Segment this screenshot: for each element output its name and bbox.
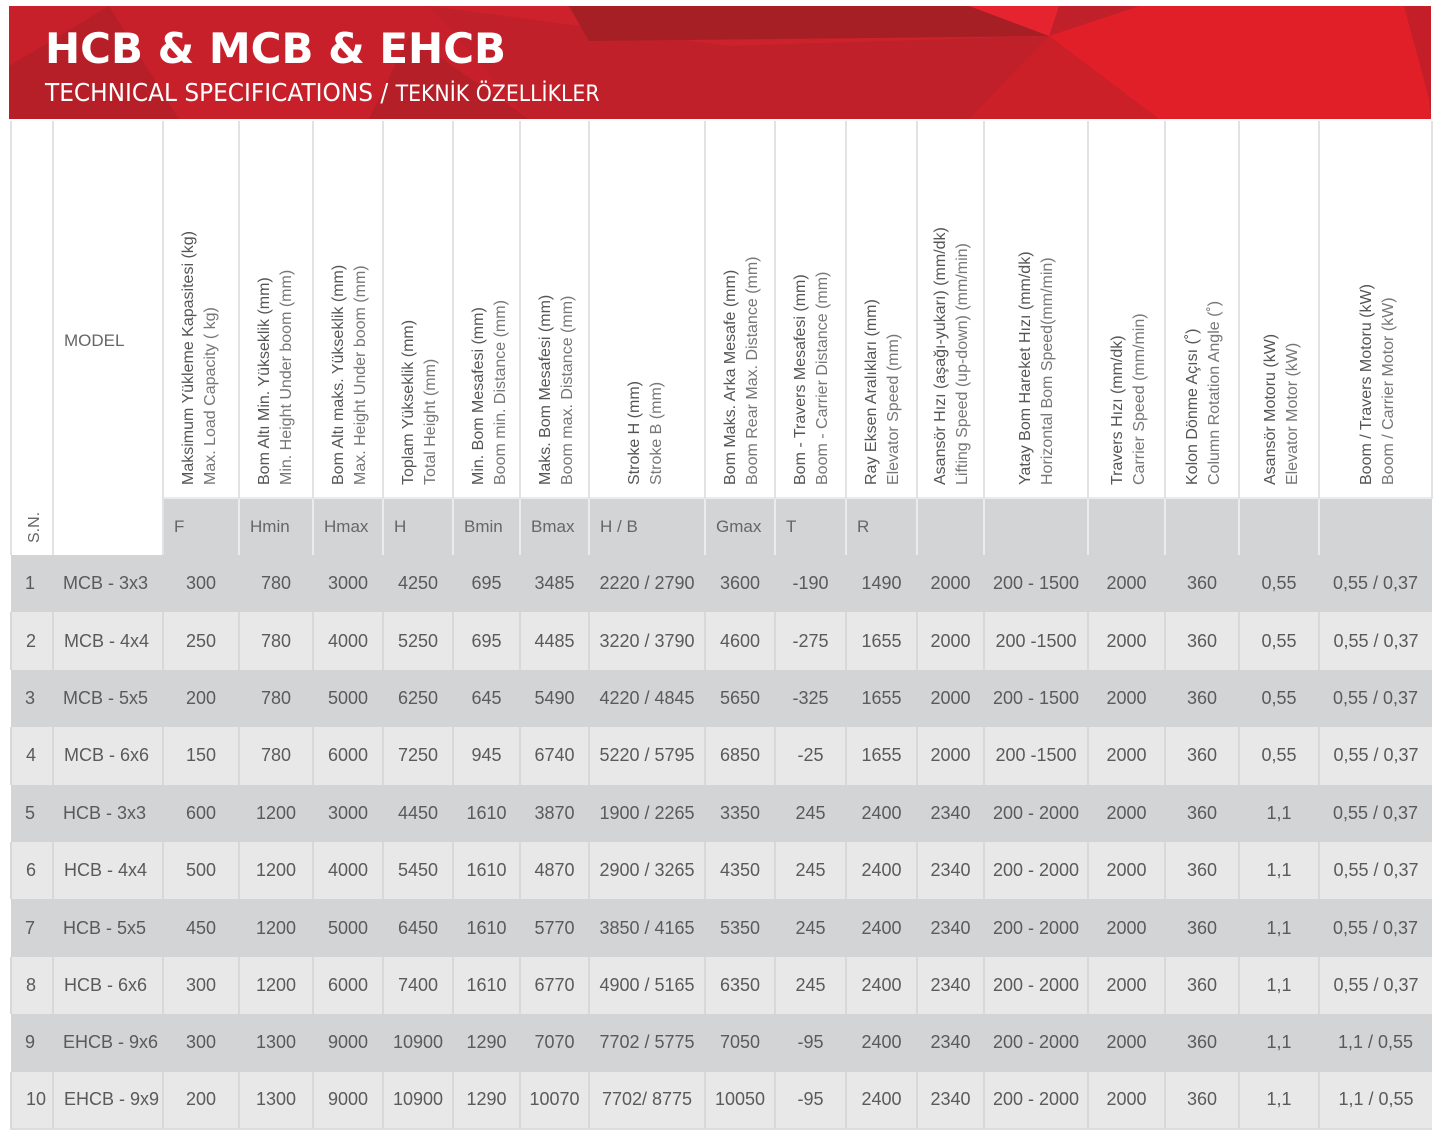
table-row bbox=[11, 612, 1432, 669]
row-value: 0,55 / 0,37 bbox=[1319, 957, 1432, 1014]
row-value: -95 bbox=[775, 1072, 846, 1129]
title-banner bbox=[9, 6, 1431, 119]
row-value: 0,55 / 0,37 bbox=[1319, 899, 1432, 956]
row-value: 4600 bbox=[705, 612, 775, 669]
model-header bbox=[53, 121, 163, 555]
row-model: HCB - 5x5 bbox=[53, 899, 163, 956]
row-value: 9000 bbox=[313, 1072, 383, 1129]
row-value: 360 bbox=[1165, 612, 1239, 669]
row-value: 4870 bbox=[520, 842, 589, 899]
row-value: 2000 bbox=[1088, 842, 1165, 899]
row-value: 2000 bbox=[1088, 899, 1165, 956]
row-value: 0,55 bbox=[1239, 555, 1319, 612]
row-value: 1200 bbox=[239, 842, 313, 899]
row-value: 200 - 2000 bbox=[984, 1072, 1088, 1129]
row-value: 0,55 / 0,37 bbox=[1319, 727, 1432, 784]
row-value: 360 bbox=[1165, 785, 1239, 842]
row-value: 2000 bbox=[1088, 1072, 1165, 1129]
row-model: HCB - 4x4 bbox=[53, 842, 163, 899]
row-value: 7702/ 8775 bbox=[589, 1072, 705, 1129]
row-value: 5250 bbox=[383, 612, 453, 669]
row-value: 300 bbox=[163, 957, 239, 1014]
row-value: 1200 bbox=[239, 785, 313, 842]
row-value: 780 bbox=[239, 670, 313, 727]
row-value: 3600 bbox=[705, 555, 775, 612]
row-value: 4485 bbox=[520, 612, 589, 669]
symbol-cell bbox=[984, 498, 1088, 555]
table-row bbox=[11, 727, 1432, 784]
row-value: -190 bbox=[775, 555, 846, 612]
model-label: MODEL bbox=[64, 331, 125, 350]
row-value: 1655 bbox=[846, 670, 917, 727]
row-value: 1900 / 2265 bbox=[589, 785, 705, 842]
row-value: 645 bbox=[453, 670, 520, 727]
row-model: HCB - 3x3 bbox=[53, 785, 163, 842]
row-value: 780 bbox=[239, 555, 313, 612]
header-row-symbols bbox=[11, 498, 1432, 555]
row-model: EHCB - 9x6 bbox=[53, 1014, 163, 1071]
row-value: 360 bbox=[1165, 899, 1239, 956]
row-value: 5350 bbox=[705, 899, 775, 956]
column-header-elevator-motor: Asansör Motoru (kW) Elevator Motor (kW) bbox=[1239, 121, 1319, 498]
row-value: 200 - 1500 bbox=[984, 555, 1088, 612]
row-value: 2000 bbox=[1088, 670, 1165, 727]
page-title: HCB & MCB & EHCB bbox=[45, 24, 507, 73]
row-value: 6350 bbox=[705, 957, 775, 1014]
row-value: 1300 bbox=[239, 1014, 313, 1071]
row-value: 2000 bbox=[917, 727, 984, 784]
symbol-cell: Bmin bbox=[453, 498, 520, 555]
row-value: 245 bbox=[775, 957, 846, 1014]
row-value: 5000 bbox=[313, 670, 383, 727]
row-value: 2000 bbox=[1088, 727, 1165, 784]
row-model: EHCB - 9x9 bbox=[53, 1072, 163, 1129]
row-value: 200 -1500 bbox=[984, 612, 1088, 669]
row-value: 3000 bbox=[313, 785, 383, 842]
row-value: 6450 bbox=[383, 899, 453, 956]
row-value: 0,55 / 0,37 bbox=[1319, 785, 1432, 842]
row-model: MCB - 3x3 bbox=[53, 555, 163, 612]
row-value: 200 - 2000 bbox=[984, 842, 1088, 899]
row-value: 1655 bbox=[846, 727, 917, 784]
symbol-cell bbox=[1319, 498, 1432, 555]
row-value: 360 bbox=[1165, 842, 1239, 899]
row-value: 360 bbox=[1165, 670, 1239, 727]
row-value: 945 bbox=[453, 727, 520, 784]
row-value: 10900 bbox=[383, 1072, 453, 1129]
column-header-rotation-angle: Kolon Dönme Açısı (˚) Column Rotation Angle (˚) bbox=[1165, 121, 1239, 498]
row-value: 2900 / 3265 bbox=[589, 842, 705, 899]
row-serial-number: 8 bbox=[11, 957, 53, 1014]
row-value: 360 bbox=[1165, 957, 1239, 1014]
table-row bbox=[11, 1072, 1432, 1129]
column-header-bmin: Min. Bom Mesafesi (mm) Boom min. Distance (mm) bbox=[453, 121, 520, 498]
row-value: 2000 bbox=[917, 670, 984, 727]
subtitle-turkish: TEKNİK ÖZELLİKLER bbox=[395, 82, 600, 107]
row-value: 0,55 bbox=[1239, 670, 1319, 727]
row-value: 200 - 2000 bbox=[984, 957, 1088, 1014]
row-value: 4220 / 4845 bbox=[589, 670, 705, 727]
row-value: 1610 bbox=[453, 899, 520, 956]
row-value: 150 bbox=[163, 727, 239, 784]
row-value: 1490 bbox=[846, 555, 917, 612]
symbol-cell: Bmax bbox=[520, 498, 589, 555]
row-value: 1,1 / 0,55 bbox=[1319, 1014, 1432, 1071]
row-value: 0,55 bbox=[1239, 727, 1319, 784]
row-value: 1300 bbox=[239, 1072, 313, 1129]
sn-label: S.N. bbox=[26, 511, 43, 543]
row-value: 1290 bbox=[453, 1014, 520, 1071]
row-value: 1290 bbox=[453, 1072, 520, 1129]
row-value: 5000 bbox=[313, 899, 383, 956]
symbol-cell: T bbox=[775, 498, 846, 555]
row-serial-number: 1 bbox=[11, 555, 53, 612]
row-value: 4000 bbox=[313, 612, 383, 669]
row-serial-number: 2 bbox=[11, 612, 53, 669]
row-serial-number: 3 bbox=[11, 670, 53, 727]
row-value: 6250 bbox=[383, 670, 453, 727]
row-serial-number: 9 bbox=[11, 1014, 53, 1071]
column-header-gmax: Bom Maks. Arka Mesafe (mm) Boom Rear Max. Distance (mm) bbox=[705, 121, 775, 498]
row-value: 1610 bbox=[453, 785, 520, 842]
row-value: 2400 bbox=[846, 899, 917, 956]
row-value: 4250 bbox=[383, 555, 453, 612]
row-value: 1610 bbox=[453, 957, 520, 1014]
row-value: 500 bbox=[163, 842, 239, 899]
row-value: 3000 bbox=[313, 555, 383, 612]
row-value: 7400 bbox=[383, 957, 453, 1014]
column-header-horizontal-speed: Yatay Bom Hareket Hızı (mm/dk) Horizontal Bom Speed(mm/min) bbox=[984, 121, 1088, 498]
row-value: 10900 bbox=[383, 1014, 453, 1071]
table-row bbox=[11, 1014, 1432, 1071]
row-value: 2400 bbox=[846, 1014, 917, 1071]
row-value: 200 bbox=[163, 670, 239, 727]
column-header-boom-carrier: Bom - Travers Mesafesi (mm) Boom - Carrier Distance (mm) bbox=[775, 121, 846, 498]
row-value: 360 bbox=[1165, 555, 1239, 612]
column-header-hmax: Bom Altı maks. Yükseklik (mm) Max. Height Under boom (mm) bbox=[313, 121, 383, 498]
row-value: 2000 bbox=[1088, 957, 1165, 1014]
row-value: 2220 / 2790 bbox=[589, 555, 705, 612]
symbol-cell bbox=[1239, 498, 1319, 555]
row-value: 3220 / 3790 bbox=[589, 612, 705, 669]
row-value: 6000 bbox=[313, 957, 383, 1014]
column-header-lifting-speed: Asansör Hızı (aşağı-yukarı) (mm/dk) Lifting Speed (up-down) (mm/min) bbox=[917, 121, 984, 498]
row-value: 3850 / 4165 bbox=[589, 899, 705, 956]
row-value: 1,1 bbox=[1239, 899, 1319, 956]
row-value: 7050 bbox=[705, 1014, 775, 1071]
row-value: 245 bbox=[775, 785, 846, 842]
column-header-hmin: Bom Altı Min. Yükseklik (mm) Min. Height Under boom (mm) bbox=[239, 121, 313, 498]
row-value: 2400 bbox=[846, 842, 917, 899]
row-value: 1,1 bbox=[1239, 842, 1319, 899]
row-value: 2340 bbox=[917, 842, 984, 899]
row-model: MCB - 6x6 bbox=[53, 727, 163, 784]
row-value: 1200 bbox=[239, 899, 313, 956]
row-value: 2400 bbox=[846, 957, 917, 1014]
sn-header bbox=[11, 121, 53, 555]
row-value: 0,55 / 0,37 bbox=[1319, 555, 1432, 612]
row-value: 2340 bbox=[917, 899, 984, 956]
row-value: 5650 bbox=[705, 670, 775, 727]
row-value: 1,1 bbox=[1239, 1072, 1319, 1129]
table-row bbox=[11, 785, 1432, 842]
row-value: 1610 bbox=[453, 842, 520, 899]
symbol-cell: H bbox=[383, 498, 453, 555]
row-value: -95 bbox=[775, 1014, 846, 1071]
row-value: 200 bbox=[163, 1072, 239, 1129]
row-value: 780 bbox=[239, 612, 313, 669]
row-value: 5770 bbox=[520, 899, 589, 956]
row-serial-number: 7 bbox=[11, 899, 53, 956]
table-row bbox=[11, 957, 1432, 1014]
column-header-rail-axis: Ray Eksen Aralıkları (mm) Elevator Speed (mm) bbox=[846, 121, 917, 498]
row-value: 2000 bbox=[1088, 612, 1165, 669]
row-value: 2340 bbox=[917, 1014, 984, 1071]
row-value: -325 bbox=[775, 670, 846, 727]
row-value: 2340 bbox=[917, 1072, 984, 1129]
symbol-cell: Gmax bbox=[705, 498, 775, 555]
row-serial-number: 5 bbox=[11, 785, 53, 842]
row-value: 0,55 / 0,37 bbox=[1319, 670, 1432, 727]
row-value: 360 bbox=[1165, 1014, 1239, 1071]
column-header-boom-carrier-motor: Boom / Travers Motoru (kW) Boom / Carrier Motor (kW) bbox=[1319, 121, 1432, 498]
column-header-bmax: Maks. Bom Mesafesi (mm) Boom max. Distance (mm) bbox=[520, 121, 589, 498]
row-serial-number: 4 bbox=[11, 727, 53, 784]
symbol-cell bbox=[1165, 498, 1239, 555]
table-row bbox=[11, 670, 1432, 727]
table-row bbox=[11, 842, 1432, 899]
column-header-load-capacity: Maksimum Yükleme Kapasitesi (kg) Max. Load Capacity ( kg) bbox=[163, 121, 239, 498]
row-serial-number: 6 bbox=[11, 842, 53, 899]
symbol-cell: R bbox=[846, 498, 917, 555]
row-value: 1,1 bbox=[1239, 957, 1319, 1014]
row-value: 250 bbox=[163, 612, 239, 669]
row-value: 6770 bbox=[520, 957, 589, 1014]
row-value: 450 bbox=[163, 899, 239, 956]
row-model: MCB - 4x4 bbox=[53, 612, 163, 669]
row-value: 3350 bbox=[705, 785, 775, 842]
row-value: 9000 bbox=[313, 1014, 383, 1071]
row-model: MCB - 5x5 bbox=[53, 670, 163, 727]
symbol-cell: Hmin bbox=[239, 498, 313, 555]
row-value: 4000 bbox=[313, 842, 383, 899]
row-value: 200 -1500 bbox=[984, 727, 1088, 784]
row-value: 360 bbox=[1165, 727, 1239, 784]
row-value: 2000 bbox=[1088, 1014, 1165, 1071]
row-value: 4350 bbox=[705, 842, 775, 899]
spec-table bbox=[10, 121, 1433, 1130]
row-value: 245 bbox=[775, 842, 846, 899]
row-value: 2000 bbox=[917, 612, 984, 669]
row-value: 245 bbox=[775, 899, 846, 956]
row-value: 7250 bbox=[383, 727, 453, 784]
row-value: 1655 bbox=[846, 612, 917, 669]
header-row-labels bbox=[11, 121, 1432, 498]
row-value: 10070 bbox=[520, 1072, 589, 1129]
subtitle-english: TECHNICAL SPECIFICATIONS / bbox=[45, 78, 389, 107]
row-value: 200 - 2000 bbox=[984, 1014, 1088, 1071]
row-value: 1,1 bbox=[1239, 785, 1319, 842]
row-value: 0,55 / 0,37 bbox=[1319, 612, 1432, 669]
row-serial-number: 10 bbox=[11, 1072, 53, 1129]
row-value: 4450 bbox=[383, 785, 453, 842]
row-value: 600 bbox=[163, 785, 239, 842]
row-value: 6740 bbox=[520, 727, 589, 784]
row-value: 300 bbox=[163, 555, 239, 612]
column-header-total-height: Toplam Yükseklik (mm) Total Height (mm) bbox=[383, 121, 453, 498]
row-value: 200 - 2000 bbox=[984, 785, 1088, 842]
row-value: 7702 / 5775 bbox=[589, 1014, 705, 1071]
row-value: 3485 bbox=[520, 555, 589, 612]
row-value: 0,55 bbox=[1239, 612, 1319, 669]
row-value: 5490 bbox=[520, 670, 589, 727]
row-value: 1,1 / 0,55 bbox=[1319, 1072, 1432, 1129]
row-value: 695 bbox=[453, 612, 520, 669]
row-value: 5450 bbox=[383, 842, 453, 899]
row-value: 3870 bbox=[520, 785, 589, 842]
row-value: 2340 bbox=[917, 957, 984, 1014]
row-value: 7070 bbox=[520, 1014, 589, 1071]
row-value: 2000 bbox=[917, 555, 984, 612]
row-value: 300 bbox=[163, 1014, 239, 1071]
row-value: 695 bbox=[453, 555, 520, 612]
row-value: -25 bbox=[775, 727, 846, 784]
row-value: 200 - 1500 bbox=[984, 670, 1088, 727]
row-value: 1200 bbox=[239, 957, 313, 1014]
row-value: 10050 bbox=[705, 1072, 775, 1129]
row-value: 2400 bbox=[846, 1072, 917, 1129]
table-row bbox=[11, 555, 1432, 612]
column-header-stroke: Stroke H (mm) Stroke B (mm) bbox=[589, 121, 705, 498]
row-value: 5220 / 5795 bbox=[589, 727, 705, 784]
column-header-carrier-speed: Travers Hızı (mm/dk) Carrier Speed (mm/min) bbox=[1088, 121, 1165, 498]
table-row bbox=[11, 899, 1432, 956]
row-value: 1,1 bbox=[1239, 1014, 1319, 1071]
row-value: 780 bbox=[239, 727, 313, 784]
row-value: 4900 / 5165 bbox=[589, 957, 705, 1014]
row-value: 2340 bbox=[917, 785, 984, 842]
row-value: 0,55 / 0,37 bbox=[1319, 842, 1432, 899]
row-value: 200 - 2000 bbox=[984, 899, 1088, 956]
row-value: 2000 bbox=[1088, 555, 1165, 612]
row-value: 6000 bbox=[313, 727, 383, 784]
row-value: 360 bbox=[1165, 1072, 1239, 1129]
row-value: 2400 bbox=[846, 785, 917, 842]
symbol-cell bbox=[917, 498, 984, 555]
symbol-cell: Hmax bbox=[313, 498, 383, 555]
spec-table-body bbox=[11, 555, 1432, 1129]
symbol-cell bbox=[1088, 498, 1165, 555]
row-value: 2000 bbox=[1088, 785, 1165, 842]
symbol-cell: H / B bbox=[589, 498, 705, 555]
row-value: 6850 bbox=[705, 727, 775, 784]
symbol-cell: F bbox=[163, 498, 239, 555]
row-value: -275 bbox=[775, 612, 846, 669]
page-subtitle bbox=[45, 80, 600, 106]
row-model: HCB - 6x6 bbox=[53, 957, 163, 1014]
